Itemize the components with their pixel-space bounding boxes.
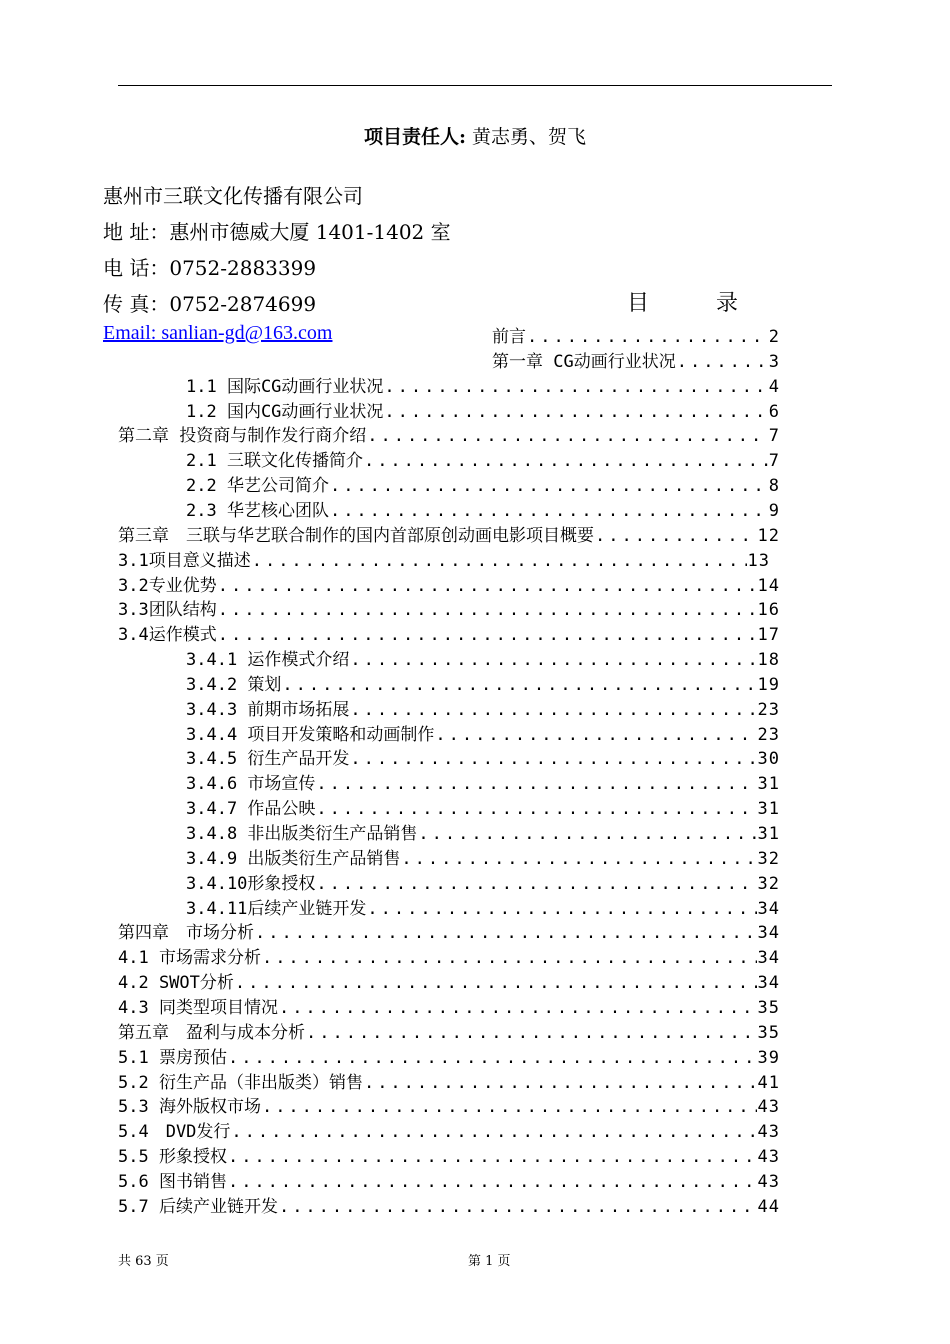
toc-entry-title: 4.1 市场需求分析: [118, 948, 261, 969]
toc-entry[interactable]: [186, 696, 780, 721]
toc-entry[interactable]: [186, 745, 780, 770]
toc-leader-dots: [235, 972, 757, 994]
toc-entry-title: 5.5 形象授权: [118, 1147, 227, 1168]
toc-entry[interactable]: [118, 1193, 780, 1218]
toc-entry-title: 4.2 SWOT分析: [118, 973, 234, 994]
toc-leader-dots: [367, 425, 768, 447]
toc-entry-title: 3.4.10形象授权: [186, 873, 316, 894]
toc-entry-page: 34: [757, 923, 780, 944]
toc-leader-dots: [418, 823, 756, 845]
toc-entry-page: 34: [757, 973, 780, 994]
toc-entry-page: 2: [768, 327, 780, 347]
responsible-names: 黄志勇、贺飞: [472, 126, 587, 148]
toc-entry-page: 34: [757, 948, 780, 969]
toc-entry[interactable]: [186, 770, 780, 795]
toc-entry-title: 3.4.5 衍生产品开发: [186, 749, 350, 770]
toc-entry-page: 44: [757, 1196, 780, 1217]
toc-entry-title: 4.3 同类型项目情况: [118, 997, 278, 1018]
toc-leader-dots: [316, 798, 756, 820]
toc-entry-title: 3.2专业优势: [118, 575, 217, 596]
toc-entry-page: 23: [757, 699, 780, 720]
toc-entry[interactable]: [186, 820, 780, 845]
toc-leader-dots: [330, 475, 768, 497]
toc-leader-dots: [364, 1072, 757, 1094]
toc-leader-dots: [364, 450, 768, 472]
email-link[interactable]: Email: sanlian-gd@163.com: [103, 322, 333, 344]
toc-title: 目 录: [627, 291, 768, 316]
toc-entry-page: 12: [757, 525, 780, 546]
toc-entry[interactable]: [118, 621, 780, 646]
toc-leader-dots: [255, 922, 757, 944]
toc-entry-page: 43: [757, 1097, 780, 1118]
toc-entry-title: 第一章 CG动画行业状况: [492, 351, 676, 372]
toc-entry[interactable]: [118, 919, 780, 944]
toc-leader-dots: [228, 1047, 757, 1069]
toc-entry-page: 4: [768, 376, 780, 397]
toc-leader-dots: [527, 326, 768, 348]
toc-entry-title: 5.3 海外版权市场: [118, 1097, 261, 1118]
toc-entry-page: 31: [757, 824, 780, 844]
company-address: 地 址：惠州市德威大厦 1401-1402 室: [103, 220, 451, 244]
toc-entry-page: 14: [757, 575, 780, 596]
toc-leader-dots: [279, 1196, 757, 1218]
toc-entry-page: 23: [757, 724, 780, 745]
toc-entry-title: 第三章 三联与华艺联合制作的国内首部原创动画电影项目概要: [118, 525, 594, 546]
company-name: 惠州市三联文化传播有限公司: [103, 184, 363, 208]
toc-leader-dots: [350, 649, 756, 671]
toc-leader-dots: [435, 724, 756, 746]
toc-entry-page: 13: [747, 550, 770, 571]
toc-entry[interactable]: [118, 547, 770, 572]
toc-entry[interactable]: [186, 373, 780, 398]
toc-entry[interactable]: [118, 1093, 780, 1118]
toc-entry-page: 17: [757, 625, 780, 646]
toc-entry-title: 第五章 盈利与成本分析: [118, 1022, 305, 1043]
toc-entry-title: 5.4 DVD发行: [118, 1122, 231, 1143]
toc-entry-title: 3.4.6 市场宣传: [186, 774, 316, 795]
toc-entry[interactable]: [186, 671, 780, 696]
toc-leader-dots: [330, 500, 768, 522]
toc-leader-dots: [595, 525, 757, 547]
toc-entry-page: 39: [757, 1047, 780, 1068]
toc-entry[interactable]: [186, 795, 780, 820]
toc-entry-page: 7: [768, 451, 780, 472]
toc-leader-dots: [677, 351, 768, 373]
toc-entry-page: 7: [768, 426, 780, 447]
toc-leader-dots: [316, 873, 756, 895]
toc-leader-dots: [218, 599, 757, 621]
toc-entry-page: 35: [757, 997, 780, 1018]
toc-leader-dots: [218, 624, 757, 646]
toc-entry-title: 2.1 三联文化传播简介: [186, 451, 363, 472]
toc-entry[interactable]: [186, 646, 780, 671]
toc-entry[interactable]: [186, 845, 780, 870]
toc-leader-dots: [279, 997, 757, 1019]
toc-entry-title: 2.3 华艺核心团队: [186, 500, 329, 521]
toc-leader-dots: [384, 376, 767, 398]
toc-entry-title: 3.4.4 项目开发策略和动画制作: [186, 724, 435, 745]
toc-leader-dots: [218, 575, 757, 597]
toc-entry-title: 3.4.11后续产业链开发: [186, 898, 367, 919]
toc-entry-title: 2.2 华艺公司简介: [186, 476, 329, 497]
toc-entry-page: 41: [757, 1072, 780, 1093]
toc-entry-page: 43: [757, 1122, 780, 1143]
footer-total-pages: 共 63 页: [118, 1254, 169, 1269]
toc-entry-page: 35: [757, 1022, 780, 1043]
toc-entry-title: 1.2 国内CG动画行业状况: [186, 401, 384, 422]
toc-entry-page: 30: [757, 749, 780, 770]
toc-entry[interactable]: [118, 1044, 780, 1069]
header-rule: [118, 85, 832, 86]
toc-entry-page: 31: [757, 799, 780, 820]
toc-entry[interactable]: [186, 895, 780, 920]
company-phone: 电 话：0752-2883399: [103, 256, 317, 280]
toc-entry[interactable]: [186, 398, 780, 423]
toc-entry-page: 34: [757, 898, 780, 919]
toc-entry-title: 3.1项目意义描述: [118, 550, 251, 571]
toc-entry-title: 3.4.1 运作模式介绍: [186, 650, 350, 671]
toc-entry[interactable]: [118, 994, 780, 1019]
responsible-label: 项目责任人:: [363, 126, 466, 148]
footer-page-number: 第 1 页: [468, 1254, 511, 1269]
toc-leader-dots: [350, 699, 756, 721]
toc-entry-page: 16: [757, 600, 780, 621]
toc-entry-page: 3: [768, 351, 780, 372]
toc-entry[interactable]: [118, 1168, 780, 1193]
toc-entry[interactable]: [186, 472, 780, 497]
toc-leader-dots: [252, 550, 747, 572]
company-fax: 传 真：0752-2874699: [103, 292, 317, 316]
toc-entry-page: 19: [757, 674, 780, 695]
toc-entry[interactable]: [118, 944, 780, 969]
toc-leader-dots: [262, 1096, 757, 1118]
toc-leader-dots: [350, 748, 756, 770]
toc-entry-title: 5.1 票房预估: [118, 1047, 227, 1068]
toc-leader-dots: [367, 898, 756, 920]
toc-entry-page: 43: [757, 1147, 780, 1168]
toc-entry[interactable]: [118, 1118, 780, 1143]
toc-entry-title: 3.4.2 策划: [186, 674, 282, 695]
toc-entry-title: 3.4.7 作品公映: [186, 799, 316, 820]
toc-entry-page: 32: [757, 873, 780, 894]
toc-entry[interactable]: [118, 969, 780, 994]
toc-entry-title: 5.6 图书销售: [118, 1171, 227, 1192]
toc-entry-title: 3.4.3 前期市场拓展: [186, 699, 350, 720]
toc-entry[interactable]: [118, 1019, 780, 1044]
toc-entry-title: 前言: [492, 327, 526, 347]
toc-leader-dots: [228, 1171, 757, 1193]
toc-entry[interactable]: [118, 1143, 780, 1168]
toc-entry-page: 32: [757, 848, 780, 869]
toc-entry[interactable]: [186, 497, 780, 522]
toc-leader-dots: [401, 848, 756, 870]
toc-entry[interactable]: [186, 870, 780, 895]
toc-entry[interactable]: [118, 596, 780, 621]
toc-entry-title: 5.7 后续产业链开发: [118, 1196, 278, 1217]
toc-entry[interactable]: [492, 323, 780, 348]
toc-entry[interactable]: [492, 348, 780, 373]
toc-entry[interactable]: [118, 522, 780, 547]
toc-entry-page: 6: [768, 401, 780, 422]
toc-entry-title: 3.4运作模式: [118, 625, 217, 646]
toc-entry-title: 3.4.9 出版类衍生产品销售: [186, 848, 401, 869]
toc-leader-dots: [282, 674, 756, 696]
toc-entry-title: 第四章 市场分析: [118, 923, 254, 944]
toc-entry[interactable]: [186, 447, 780, 472]
toc-entry-title: 1.1 国际CG动画行业状况: [186, 376, 384, 397]
toc-entry-page: 8: [768, 476, 780, 497]
toc-entry-page: 43: [757, 1171, 780, 1192]
toc-leader-dots: [262, 947, 757, 969]
toc-entry[interactable]: [118, 572, 780, 597]
toc-entry-page: 31: [757, 774, 780, 795]
toc-entry-title: 3.3团队结构: [118, 600, 217, 621]
toc-leader-dots: [306, 1022, 757, 1044]
project-responsible: [0, 122, 950, 149]
toc-entry-title: 第二章 投资商与制作发行商介绍: [118, 426, 367, 447]
toc-entry-title: 3.4.8 非出版类衍生产品销售: [186, 824, 418, 844]
toc-leader-dots: [316, 773, 756, 795]
toc-entry[interactable]: [118, 422, 780, 447]
toc-leader-dots: [228, 1146, 757, 1168]
toc-entry-page: 18: [757, 650, 780, 671]
toc-entry[interactable]: [118, 1069, 780, 1094]
toc-leader-dots: [384, 401, 767, 423]
toc-entry-title: 5.2 衍生产品（非出版类）销售: [118, 1072, 363, 1093]
toc-entry[interactable]: [186, 721, 780, 746]
toc-entry-page: 9: [768, 500, 780, 521]
toc-leader-dots: [231, 1121, 756, 1143]
